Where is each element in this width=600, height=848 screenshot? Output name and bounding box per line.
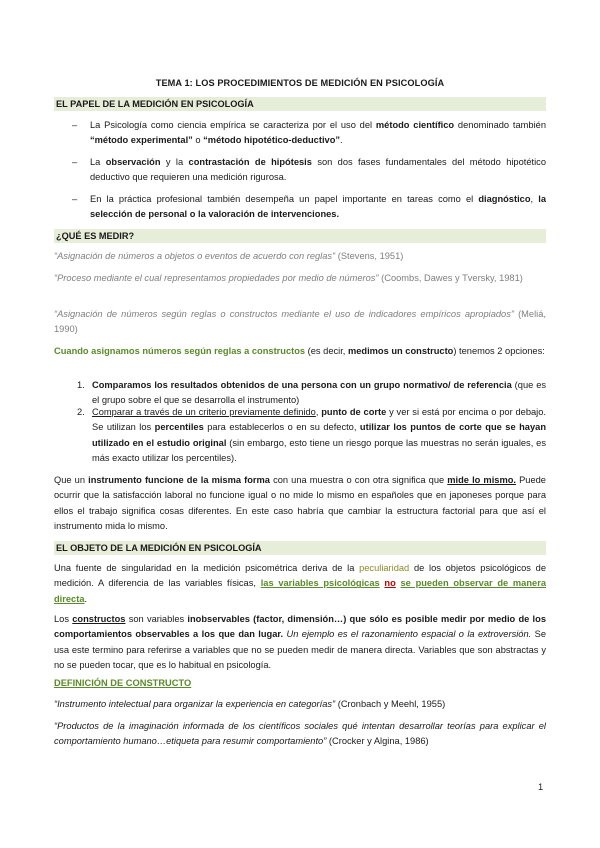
quote-melia: “Asignación de números según reglas o constructos mediante el uso de indicadores empíricos apropiados” (Meliá, 1990) <box>54 309 546 335</box>
section-heading-objeto: EL OBJETO DE LA MEDICIÓN EN PSICOLOGÍA <box>54 541 546 555</box>
item-text: Comparamos los resultados obtenidos de una persona con un grupo normativo/ de referencia (que es el grupo sobre el que se desarrolla el instrumento) <box>92 380 547 406</box>
item-number: 1. <box>77 380 85 390</box>
quote-crocker: “Productos de la imaginación informada de los científicos sociales qué intentan desarrollar teorías para explicar el comportamiento humano…etiqueta para resumir comportamiento” (Crocker y Algina, 1986) <box>54 721 546 747</box>
paragraph-opciones: Cuando asignamos números según reglas a constructos (es decir, medimos un constructo) tenemos 2 opciones: <box>54 346 545 356</box>
paragraph-objeto: Una fuente de singularidad en la medición psicométrica deriva de la peculiaridad de los objetos psicológicos de medición. A diferencia de las variables físicas, las variables psicológicas no se pueden observar de manera directa. <box>54 563 546 604</box>
quote-cronbach: “Instrumento intelectual para organizar la experiencia en categorías” (Cronbach y Meehl, 1955) <box>54 699 446 709</box>
bullet-text: En la práctica profesional también desempeña un papel importante en tareas como el diagnóstico, la selección de personal o la valoración de intervenciones. <box>90 194 546 220</box>
dash-marker: – <box>72 157 78 167</box>
item-number: 2. <box>77 407 85 417</box>
quote-coombs: “Proceso mediante el cual representamos propiedades por medio de números” (Coombs, Dawes y Tversky, 1981) <box>54 273 523 283</box>
dash-marker: – <box>72 120 78 130</box>
document-title: TEMA 1: LOS PROCEDIMIENTOS DE MEDICIÓN EN PSICOLOGÍA <box>155 78 445 88</box>
dash-marker: – <box>72 194 78 204</box>
section-heading-papel: EL PAPEL DE LA MEDICIÓN EN PSICOLOGÍA <box>54 97 546 111</box>
page-number: 1 <box>538 782 544 792</box>
quote-stevens: “Asignación de números a objetos o eventos de acuerdo con reglas” (Stevens, 1951) <box>54 251 404 261</box>
bullet-text: La observación y la contrastación de hipótesis son dos fases fundamentales del método hipotético deductivo que requieren una medición rigurosa. <box>90 157 546 183</box>
bullet-text: La Psicología como ciencia empírica se caracteriza por el uso del método científico denominado también “método experimental” o “método hipotético-deductivo”. <box>90 120 546 146</box>
item-text: Comparar a través de un criterio previamente definido, punto de corte y ver si está por encima o por debajo. Se utilizan los percentiles para establecerlos o en su defecto, utilizar los puntos de corte que se hayan utilizado en el estudio original (sin embargo, esto tiene un riesgo porque las muestras no serán iguales, es más exacto utilizar los percentiles). <box>92 407 546 464</box>
section-heading-definicion-constructo: DEFINICIÓN DE CONSTRUCTO <box>54 678 192 688</box>
section-heading-que-es-medir: ¿QUÉ ES MEDIR? <box>54 229 546 243</box>
paragraph-constructos: Los constructos son variables inobservables (factor, dimensión…) que sólo es posible medir por medio de los comportamientos observables a los que dan lugar. Un ejemplo es el razonamiento espacial o la extroversión. Se usa este termino para referirse a variables que no se pueden medir de manera directa. Variables que son abstractas y no se pueden tocar, que es lo habitual en psicología. <box>54 614 546 671</box>
paragraph-instrumento: Que un instrumento funcione de la misma forma con una muestra o con otra significa que mide lo mismo. Puede ocurrir que la satisfacción laboral no funcione igual o no mide lo mismo en españoles que en japoneses porque para ellos el trabajo significa cosas diferentes. En este caso habría que cambiar la estructura factorial para que así el instrumento mida lo mismo. <box>54 475 546 532</box>
